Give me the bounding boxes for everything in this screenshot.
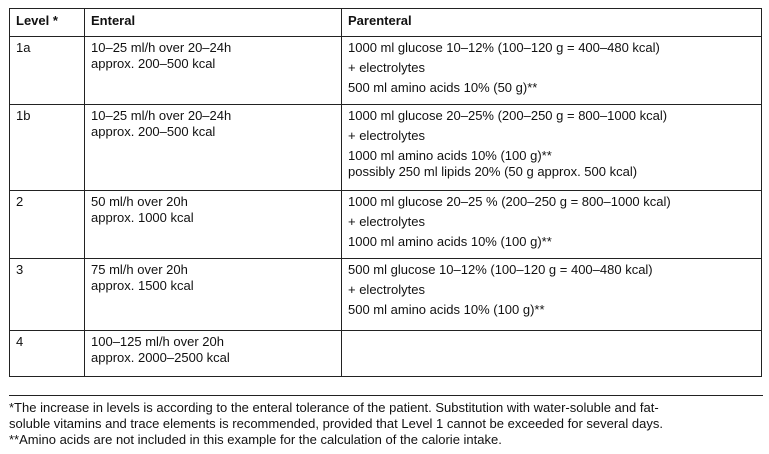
enteral-cell (85, 259, 342, 331)
parenteral-line: 500 ml amino acids 10% (50 g)** (348, 80, 538, 95)
table-header-row (10, 9, 762, 37)
footnote-line: *The increase in levels is according to the enteral tolerance of the patient. Substitution with water-soluble and fat- (9, 400, 659, 415)
parenteral-line: + electrolytes (348, 282, 425, 297)
level-cell: 3 (10, 259, 85, 331)
level-cell: 2 (10, 191, 85, 259)
enteral-line: approx. 1000 kcal (91, 210, 194, 225)
enteral-cell (85, 105, 342, 191)
table-footnotes (9, 395, 763, 448)
parenteral-cell (342, 37, 762, 105)
table-row (10, 191, 762, 259)
header-level: Level * (10, 9, 85, 37)
enteral-cell (85, 191, 342, 259)
enteral-line: 100–125 ml/h over 20h (91, 334, 224, 349)
table-row (10, 37, 762, 105)
footnote-line: soluble vitamins and trace elements is recommended, provided that Level 1 cannot be exceeded for several days. (9, 416, 663, 431)
enteral-cell (85, 37, 342, 105)
enteral-line: approx. 1500 kcal (91, 278, 194, 293)
footnote-line: **Amino acids are not included in this example for the calculation of the calorie intake. (9, 432, 502, 447)
parenteral-line: 500 ml amino acids 10% (100 g)** (348, 302, 545, 317)
table-row (10, 105, 762, 191)
parenteral-line: 500 ml glucose 10–12% (100–120 g = 400–480 kcal) (348, 262, 653, 277)
enteral-line: approx. 200–500 kcal (91, 56, 216, 71)
parenteral-line: + electrolytes (348, 60, 425, 75)
enteral-line: 50 ml/h over 20h (91, 194, 188, 209)
header-parenteral: Parenteral (342, 9, 762, 37)
table-row (10, 259, 762, 331)
table-row (10, 331, 762, 377)
enteral-line: 75 ml/h over 20h (91, 262, 188, 277)
level-cell: 1b (10, 105, 85, 191)
level-cell: 1a (10, 37, 85, 105)
enteral-cell (85, 331, 342, 377)
level-cell: 4 (10, 331, 85, 377)
parenteral-line: 1000 ml amino acids 10% (100 g)** (348, 148, 552, 163)
parenteral-line: 1000 ml glucose 20–25 % (200–250 g = 800–1000 kcal) (348, 194, 671, 209)
parenteral-line: + electrolytes (348, 214, 425, 229)
enteral-line: approx. 200–500 kcal (91, 124, 216, 139)
parenteral-line: possibly 250 ml lipids 20% (50 g approx. 500 kcal) (348, 164, 638, 179)
parenteral-line: + electrolytes (348, 128, 425, 143)
parenteral-line: 1000 ml amino acids 10% (100 g)** (348, 234, 552, 249)
enteral-line: 10–25 ml/h over 20–24h (91, 108, 232, 123)
header-enteral: Enteral (85, 9, 342, 37)
nutrition-levels-table (9, 8, 762, 377)
enteral-line: approx. 2000–2500 kcal (91, 350, 230, 365)
parenteral-cell (342, 331, 762, 377)
parenteral-cell (342, 105, 762, 191)
parenteral-cell (342, 259, 762, 331)
parenteral-cell (342, 191, 762, 259)
parenteral-line: 1000 ml glucose 20–25% (200–250 g = 800–1000 kcal) (348, 108, 668, 123)
parenteral-line: 1000 ml glucose 10–12% (100–120 g = 400–480 kcal) (348, 40, 660, 55)
enteral-line: 10–25 ml/h over 20–24h (91, 40, 232, 55)
